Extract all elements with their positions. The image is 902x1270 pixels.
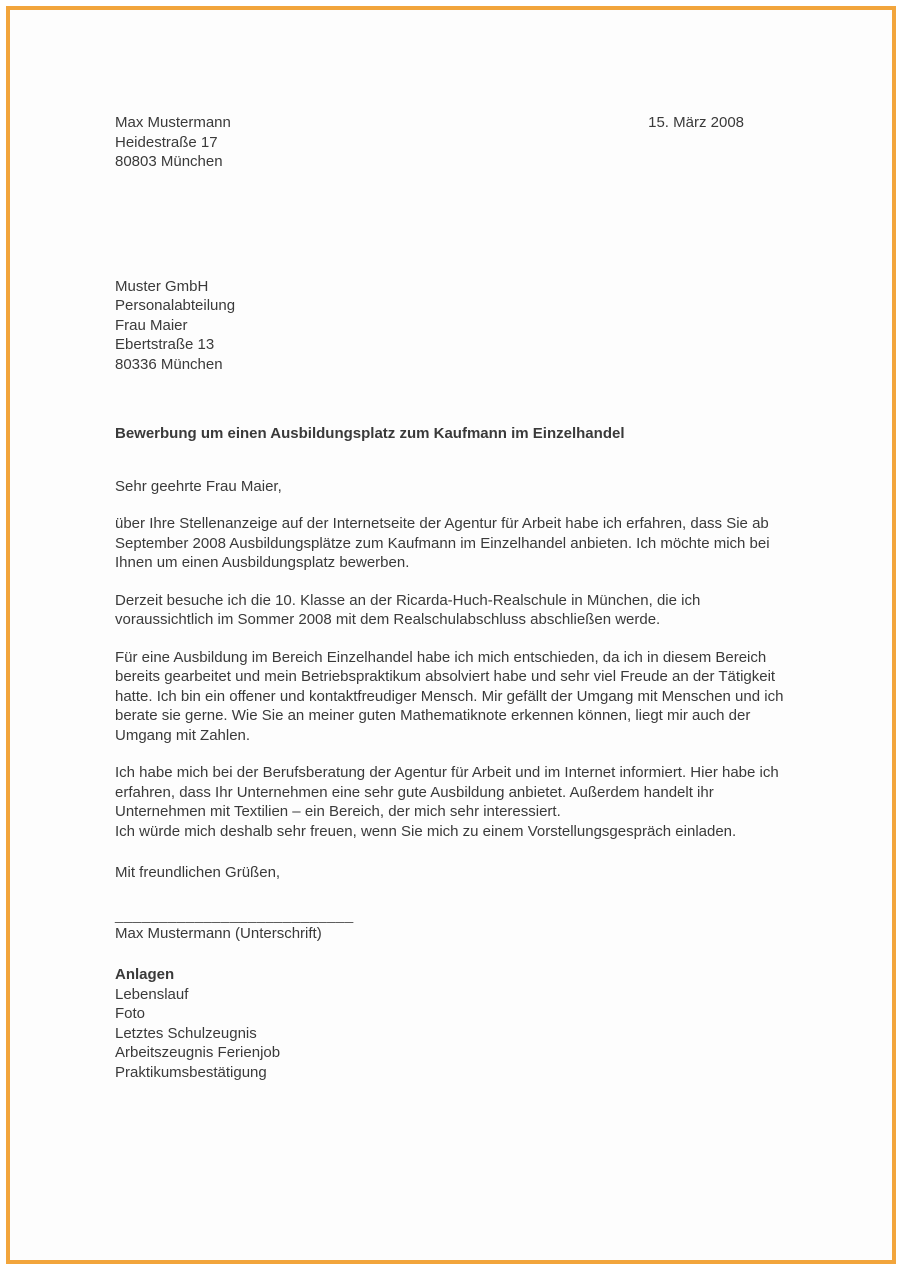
- letter-date: 15. März 2008: [648, 114, 744, 131]
- body-paragraph: Derzeit besuche ich die 10. Klasse an der Ricarda-Huch-Realschule in München, die ich voraussichtlich im Sommer 2008 mit dem Realschulabschluss abschließen werde.: [115, 591, 701, 628]
- sender-city: 80803 München: [115, 153, 223, 170]
- salutation: Sehr geehrte Frau Maier,: [115, 477, 282, 495]
- sender-street: Heidestraße 17: [115, 133, 218, 151]
- enclosures-section: [115, 965, 790, 1082]
- paragraph-text: Ich würde mich deshalb sehr freuen, wenn Sie mich zu einem Vorstellungsgespräch einladen.: [115, 822, 737, 840]
- recipient-city: 80336 München: [115, 355, 223, 373]
- signature-line: ___________________________: [115, 906, 354, 924]
- recipient-contact: Frau Maier: [115, 316, 188, 334]
- letter-header: [115, 113, 790, 172]
- closing-phrase: Mit freundlichen Grüßen,: [115, 864, 281, 881]
- signature-block: [115, 906, 790, 944]
- enclosure-item: Praktikumsbestätigung: [115, 1063, 267, 1081]
- recipient-department: Personalabteilung: [115, 297, 236, 314]
- recipient-address-block: [115, 277, 790, 375]
- recipient-street: Ebertstraße 13: [115, 336, 215, 353]
- enclosure-item: Foto: [115, 1005, 146, 1022]
- enclosure-item: Letztes Schulzeugnis: [115, 1024, 257, 1042]
- enclosure-item: Arbeitszeugnis Ferienjob: [115, 1044, 281, 1061]
- paragraph-text: Ich habe mich bei der Berufsberatung der Agentur für Arbeit und im Internet informiert. Hier habe ich erfahren, dass Ihr Unternehmen eine sehr gute Ausbildung anbietet. Außerdem handelt ihr Unternehmen mit Textilien – ein Bereich, der mich sehr interessiert.: [115, 764, 779, 820]
- body-paragraph: [115, 763, 790, 841]
- body-paragraph: über Ihre Stellenanzeige auf der Internetseite der Agentur für Arbeit habe ich erfahren, dass Sie ab September 2008 Ausbildungsplätze zum Kaufmann im Einzelhandel anbieten. Ich möchte mich bei Ihnen um einen Ausbildungsplatz bewerben.: [115, 515, 770, 571]
- sender-name: Max Mustermann: [115, 114, 231, 131]
- enclosures-title: Anlagen: [115, 966, 175, 983]
- sender-address-block: [115, 113, 231, 172]
- signature-name: Max Mustermann (Unterschrift): [115, 924, 322, 942]
- body-paragraph: Für eine Ausbildung im Bereich Einzelhandel habe ich mich entschieden, da ich in diesem Bereich bereits gearbeitet und mein Betriebspraktikum absolviert habe und sehr viel Freude an der Tätigkeit hatte. Ich bin ein offener und kontaktfreudiger Mensch. Mir gefällt der Umgang mit Menschen und ich berate sie gerne. Wie Sie an meiner guten Mathematiknote erkennen können, liegt mir auch der Umgang mit Zahlen.: [115, 648, 784, 744]
- subject-line: Bewerbung um einen Ausbildungsplatz zum Kaufmann im Einzelhandel: [115, 425, 625, 442]
- recipient-company: Muster GmbH: [115, 277, 209, 295]
- enclosure-item: Lebenslauf: [115, 985, 189, 1003]
